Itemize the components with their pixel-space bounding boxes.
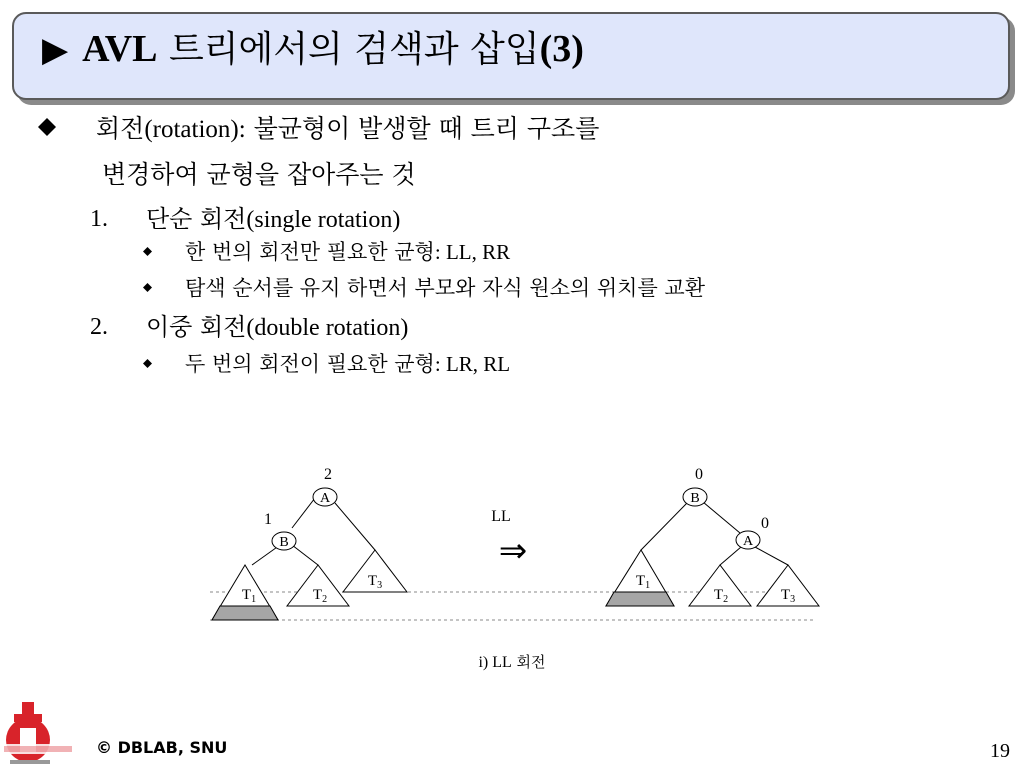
item-1-sub-2: 탐색 순서를 유지 하면서 부모와 자식 원소의 위치를 교환 [143, 274, 943, 304]
left-t1-shade [212, 606, 278, 620]
right-t1-shade [606, 592, 674, 606]
term-ko: 회전 [96, 114, 145, 143]
small-diamond-icon [143, 359, 152, 368]
right-arrow-icon: ⇒ [498, 531, 528, 571]
right-node-b-label: B [690, 491, 700, 506]
diagram-caption: i) LL 회전 [478, 653, 546, 671]
right-t1-label: $T_1$ [635, 573, 651, 591]
slide-title [42, 26, 584, 73]
left-tree [212, 466, 407, 620]
title-ko: 트리에서의 검색과 삽입 [157, 29, 540, 70]
ll-rotation-diagram [200, 455, 820, 685]
left-t3-label: $T_3$ [367, 573, 383, 591]
desc-line-1: 불균형이 발생할 때 트리 구조를 [245, 114, 600, 143]
dblab-logo-icon [0, 700, 76, 768]
right-root-balance: 0 [695, 466, 703, 483]
arrow-label: LL [491, 508, 511, 525]
right-child-balance: 0 [761, 515, 769, 532]
left-t2-label: $T_2$ [312, 587, 328, 605]
term-en: (rotation): [144, 116, 246, 143]
small-diamond-icon [143, 247, 152, 256]
item-2-number: 2. [90, 314, 108, 340]
diamond-bullet-icon [38, 118, 56, 136]
right-t2-label: $T_2$ [713, 587, 729, 605]
play-triangle-icon: ▶ [42, 30, 69, 70]
title-en: AVL [82, 28, 158, 70]
left-t1-label: $T_1$ [241, 587, 257, 605]
right-node-a-label: A [742, 534, 754, 549]
item-1-label: 단순 회전(single rotation) [146, 205, 401, 233]
desc-line-2: 변경하여 균형을 잡아주는 것 [102, 160, 416, 189]
bullet-line-2 [102, 158, 416, 192]
left-node-b-label: B [279, 535, 289, 550]
item-1 [90, 204, 590, 236]
page-number: 19 [990, 740, 1010, 762]
item-1-sub-1: 한 번의 회전만 필요한 균형: LL, RR [143, 238, 743, 268]
item-1-number: 1. [90, 206, 108, 232]
right-t3-label: $T_3$ [780, 587, 796, 605]
bullet-line-1 [96, 112, 599, 147]
item-2-sub-1: 두 번의 회전이 필요한 균형: LR, RL [143, 350, 743, 380]
right-tree [606, 466, 819, 606]
left-root-balance: 2 [324, 466, 332, 483]
left-node-a-label: A [319, 491, 331, 506]
copyright-text: © DBLAB, SNU [96, 738, 228, 757]
small-diamond-icon [143, 283, 152, 292]
item-2 [90, 312, 590, 344]
left-child-balance: 1 [264, 511, 272, 528]
item-2-label: 이중 회전(double rotation) [146, 313, 409, 341]
title-num: (3) [539, 28, 584, 70]
